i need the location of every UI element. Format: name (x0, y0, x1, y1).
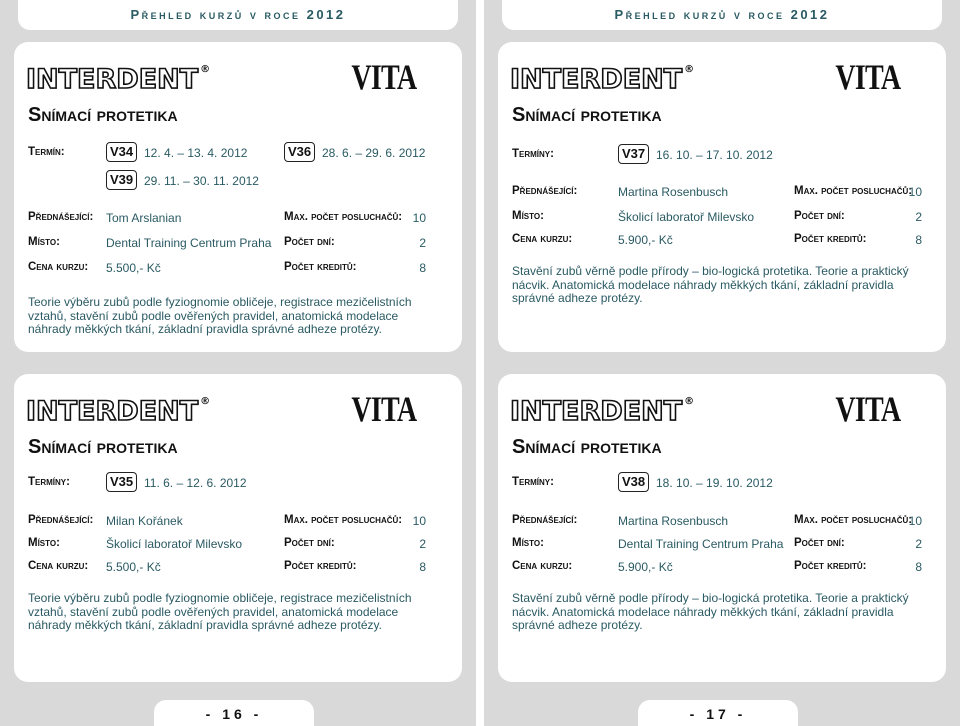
termin-label: Termín: (28, 146, 65, 158)
interdent-logo: INTERDENT ® (510, 396, 695, 427)
misto-value: Školicí laboratoř Milevsko (618, 210, 755, 224)
lektor-value: Martina Rosenbusch (618, 185, 729, 199)
course-description: Stavění zubů věrně podle přírody – bio-logická protetika. Teorie a praktický nácvik. Anatomická modelace náhrady měkkých tkání, základní pravidla správné adheze protézy. (512, 591, 909, 632)
course-description: Teorie výběru zubů podle fyziognomie obličeje, registrace mezičelistních vztahů, stavění zubů podle ověřených pravidel, anatomická modelace náhrady měkkých tkání, základní pravidla správné adheze protézy. (28, 295, 412, 336)
cena-label: Cena kurzu: (512, 560, 573, 572)
interdent-logo: INTERDENT ® (26, 64, 211, 95)
dni-value: 2 (419, 537, 426, 551)
course-date: 18. 10. – 19. 10. 2012 (656, 476, 773, 490)
course-code: V36 (284, 142, 315, 162)
kredity-label: Počet kreditů: (284, 560, 357, 572)
course-code: V38 (618, 472, 649, 492)
page-number: - 17 - (638, 700, 798, 726)
course-date: 29. 11. – 30. 11. 2012 (144, 174, 259, 188)
cena-label: Cena kurzu: (28, 261, 89, 273)
max-value: 10 (908, 185, 922, 199)
page-number: - 16 - (154, 700, 314, 726)
dni-label: Počet dní: (794, 537, 845, 549)
lektor-label: Přednášející: (512, 185, 578, 197)
course-description: Teorie výběru zubů podle fyziognomie obličeje, registrace mezičelistních vztahů, stavění zubů podle ověřených pravidel, anatomická modelace náhrady měkkých tkání, základní pravidla správné adheze protézy. (28, 591, 412, 632)
interdent-logo: INTERDENT ® (510, 64, 695, 95)
misto-value: Dental Training Centrum Praha (106, 236, 272, 250)
misto-value: Školicí laboratoř Milevsko (106, 537, 243, 551)
lektor-value: Martina Rosenbusch (618, 514, 729, 528)
course-card-v34 (14, 42, 462, 352)
dni-value: 2 (915, 537, 922, 551)
terminy-label: Termíny: (512, 148, 554, 160)
cena-label: Cena kurzu: (28, 560, 89, 572)
cena-value: 5.500,- Kč (106, 560, 161, 574)
kredity-value: 8 (915, 560, 922, 574)
lektor-value: Tom Arslanian (106, 211, 182, 225)
vita-logo: VITA (350, 57, 416, 97)
course-date: 28. 6. – 29. 6. 2012 (322, 146, 426, 160)
course-title: Snímací protetika (28, 436, 178, 458)
cena-value: 5.500,- Kč (106, 261, 161, 275)
page-17 (484, 0, 960, 726)
course-date: 12. 4. – 13. 4. 2012 (144, 146, 248, 160)
terminy-label: Termíny: (512, 476, 554, 488)
course-code: V34 (106, 142, 137, 162)
max-label: Max. počet posluchačů: (794, 514, 913, 526)
course-title: Snímací protetika (512, 436, 662, 458)
kredity-value: 8 (419, 261, 426, 275)
dni-value: 2 (915, 210, 922, 224)
dni-label: Počet dní: (284, 236, 335, 248)
course-date: 11. 6. – 12. 6. 2012 (144, 476, 247, 490)
course-title: Snímací protetika (512, 104, 662, 126)
course-title: Snímací protetika (28, 104, 178, 126)
dni-label: Počet dní: (794, 210, 845, 222)
misto-label: Místo: (512, 537, 544, 549)
cena-value: 5.900,- Kč (618, 560, 673, 574)
dni-value: 2 (419, 236, 426, 250)
kredity-label: Počet kreditů: (794, 560, 867, 572)
max-label: Max. počet posluchačů: (794, 185, 913, 197)
dni-label: Počet dní: (284, 537, 335, 549)
kredity-value: 8 (419, 560, 426, 574)
vita-logo: VITA (834, 57, 900, 97)
course-card-v38 (498, 374, 946, 682)
lektor-label: Přednášející: (28, 514, 94, 526)
course-code: V37 (618, 144, 649, 164)
vita-logo: VITA (350, 389, 416, 429)
misto-label: Místo: (28, 236, 60, 248)
kredity-value: 8 (915, 233, 922, 247)
max-label: Max. počet posluchačů: (284, 211, 403, 223)
terminy-label: Termíny: (28, 476, 70, 488)
vita-logo: VITA (834, 389, 900, 429)
lektor-label: Přednášející: (28, 211, 94, 223)
cena-value: 5.900,- Kč (618, 233, 673, 247)
lektor-value: Milan Kořánek (106, 514, 183, 528)
course-card-v37 (498, 42, 946, 352)
course-description: Stavění zubů věrně podle přírody – bio-logická protetika. Teorie a praktický nácvik. Anatomická modelace náhrady měkkých tkání, základní pravidla správné adheze protézy. (512, 264, 909, 305)
misto-value: Dental Training Centrum Praha (618, 537, 784, 551)
course-code: V35 (106, 472, 137, 492)
misto-label: Místo: (512, 210, 544, 222)
course-card-v35 (14, 374, 462, 682)
interdent-logo: INTERDENT ® (26, 396, 211, 427)
max-value: 10 (908, 514, 922, 528)
max-value: 10 (412, 514, 426, 528)
misto-label: Místo: (28, 537, 60, 549)
page-header: Přehled kurzů v roce 2012 (18, 0, 458, 30)
page-16 (0, 0, 476, 726)
course-code: V39 (106, 170, 137, 190)
kredity-label: Počet kreditů: (284, 261, 357, 273)
kredity-label: Počet kreditů: (794, 233, 867, 245)
max-value: 10 (412, 211, 426, 225)
max-label: Max. počet posluchačů: (284, 514, 403, 526)
lektor-label: Přednášející: (512, 514, 578, 526)
cena-label: Cena kurzu: (512, 233, 573, 245)
page-header: Přehled kurzů v roce 2012 (502, 0, 942, 30)
course-date: 16. 10. – 17. 10. 2012 (656, 148, 773, 162)
